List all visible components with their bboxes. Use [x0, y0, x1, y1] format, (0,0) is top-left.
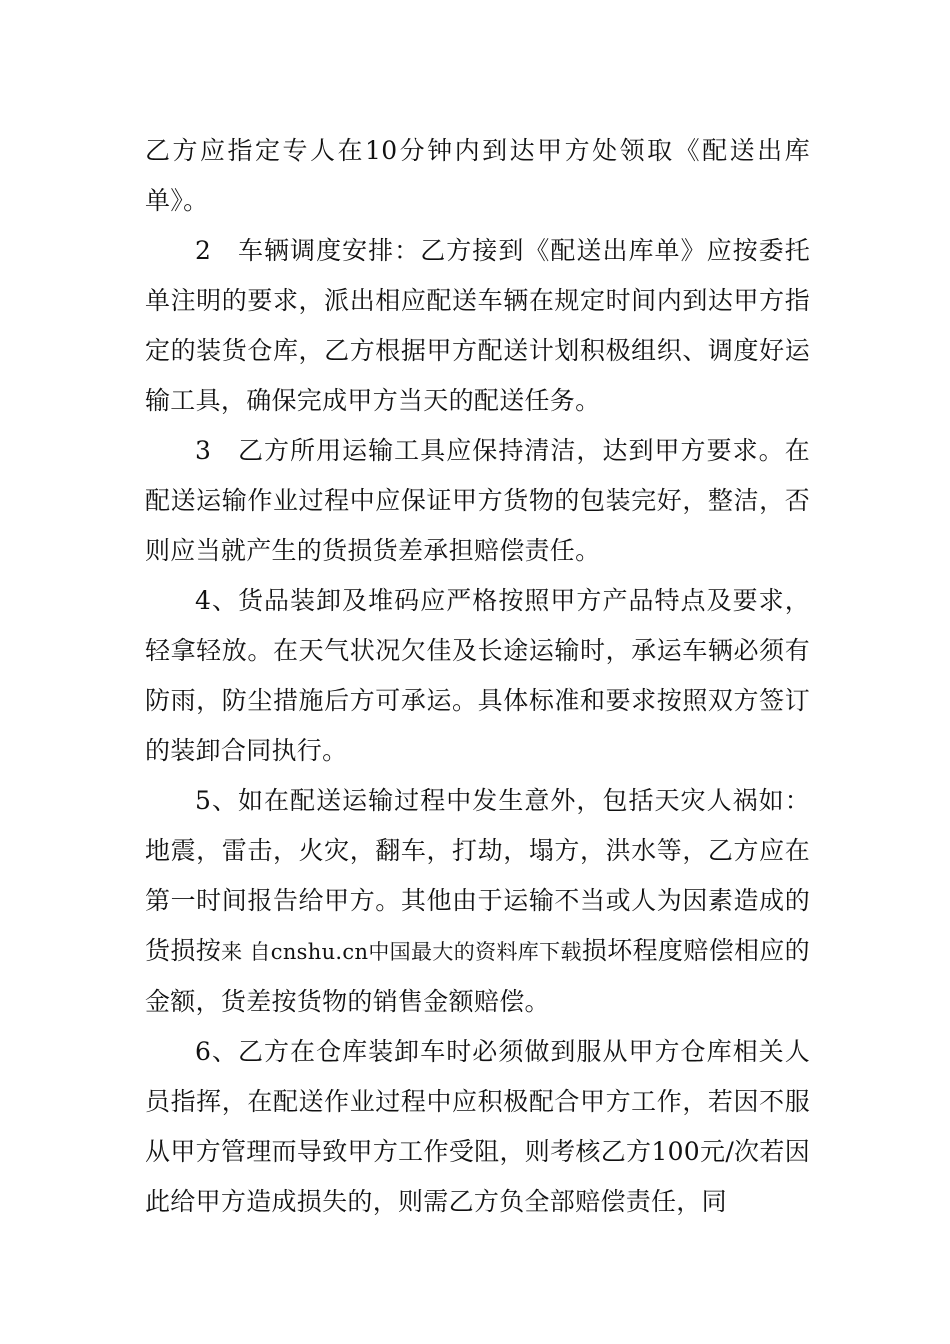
paragraph-continuation: 乙方应指定专人在10分钟内到达甲方处领取《配送出库单》。 [145, 136, 810, 215]
document-body [145, 126, 810, 1227]
paragraph-item-3: 3 乙方所用运输工具应保持清洁，达到甲方要求。在配送运输作业过程中应保证甲方货物的包装完好，整洁，否则应当就产生的货损货差承担赔偿责任。 [145, 436, 810, 565]
paragraph-item-5 [145, 776, 810, 1027]
source-note: 来 自cnshu.cn中国最大的资料库下载 [221, 940, 582, 964]
paragraph-item-2: 2 车辆调度安排：乙方接到《配送出库单》应按委托单注明的要求，派出相应配送车辆在规定时间内到达甲方指定的装货仓库，乙方根据甲方配送计划积极组织、调度好运输工具，确保完成甲方当天的配送任务。 [145, 236, 810, 415]
paragraph-item-4: 4、货品装卸及堆码应严格按照甲方产品特点及要求，轻拿轻放。在天气状况欠佳及长途运输时，承运车辆必须有防雨，防尘措施后方可承运。具体标准和要求按照双方签订的装卸合同执行。 [145, 586, 810, 765]
paragraph-item-6: 6、乙方在仓库装卸车时必须做到服从甲方仓库相关人员指挥，在配送作业过程中应积极配合甲方工作，若因不服从甲方管理而导致甲方工作受阻，则考核乙方100元/次若因此给甲方造成损失的，则需乙方负全部赔偿责任，同 [145, 1037, 810, 1216]
paragraph-item-5-text-before: 5、如在配送运输过程中发生意外，包括天灾人祸如：地震，雷击，火灾，翻车，打劫，塌方，洪水等，乙方应在第一时间报告给甲方。其他由于运输不当或人为因素造成的货损按 [145, 786, 810, 965]
paragraph-item-5-text-after: 损坏程度赔偿相应的金额，货差按货物的销售金额赔偿。 [145, 936, 810, 1016]
